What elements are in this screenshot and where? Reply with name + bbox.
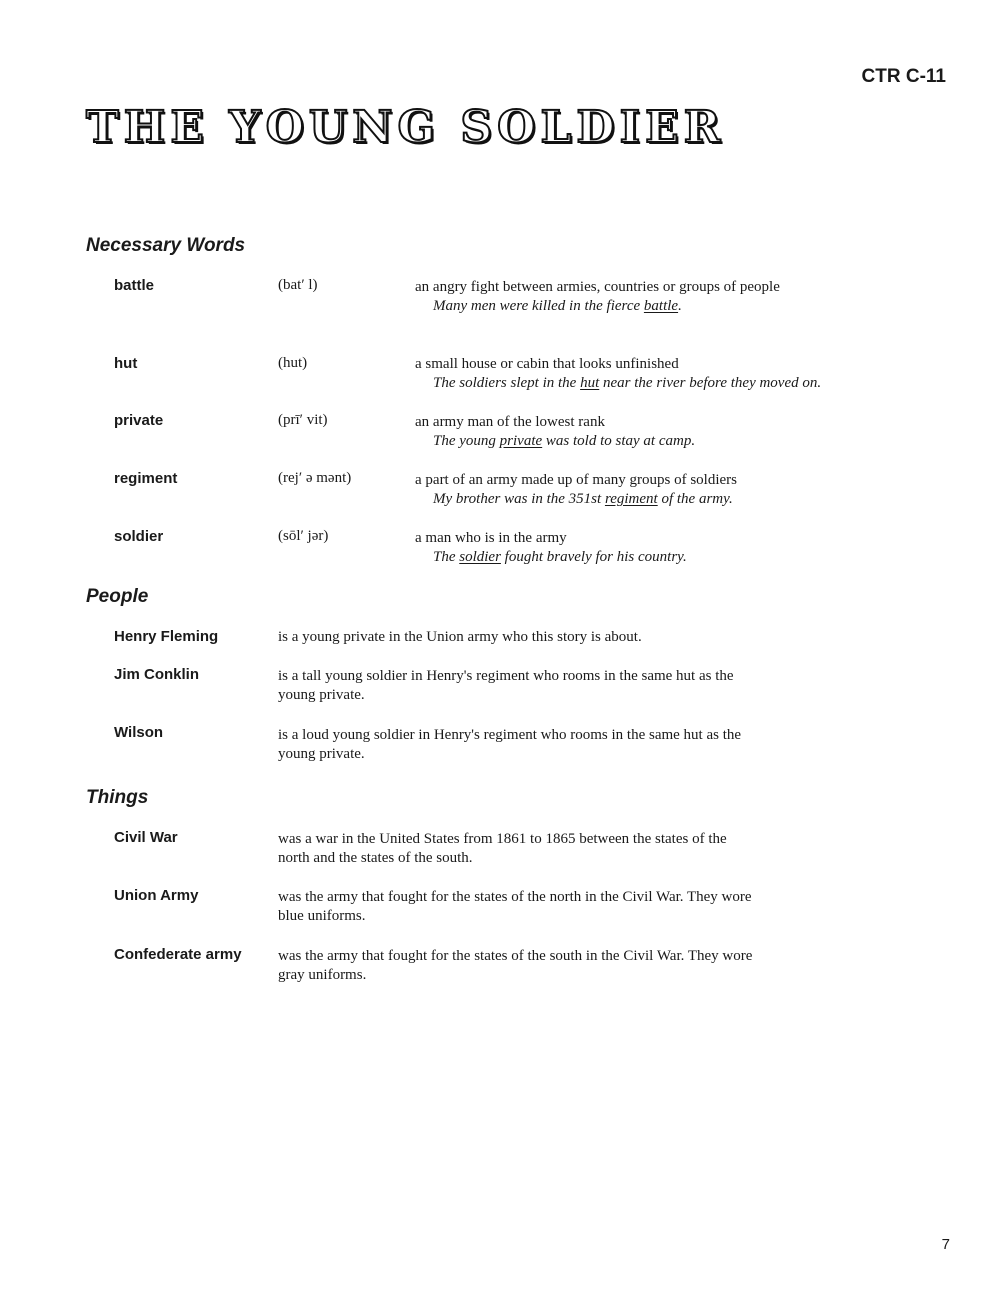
person-description: is a loud young soldier in Henry's regiment who rooms in the same hut as the young private. (278, 727, 742, 762)
definition-text: a man who is in the army (415, 530, 567, 546)
page-number: 7 (941, 1236, 950, 1253)
word-definition (415, 355, 821, 393)
person-name: Wilson (114, 724, 164, 741)
word-term: battle (114, 277, 155, 294)
word-pronunciation: (prī′ vit) (278, 412, 328, 428)
example-sentence: The soldier fought bravely for his country. (433, 549, 687, 565)
page-title: THE YOUNG SOLDIER (86, 102, 726, 153)
definition-text: a part of an army made up of many groups of soldiers (415, 472, 737, 488)
thing-name: Union Army (114, 887, 199, 904)
thing-name: Confederate army (114, 946, 242, 963)
example-keyword: hut (580, 375, 600, 391)
section-necessary-words: Necessary Words (86, 235, 246, 256)
example-sentence: My brother was in the 351st regiment of the army. (433, 491, 733, 507)
definition-text: an angry fight between armies, countries or groups of people (415, 279, 780, 295)
section-things: Things (86, 787, 149, 808)
word-term: soldier (114, 528, 164, 545)
definition-text: an army man of the lowest rank (415, 414, 605, 430)
definition-text: a small house or cabin that looks unfinished (415, 356, 679, 372)
word-term: private (114, 412, 164, 429)
example-sentence: The soldiers slept in the hut near the river before they moved on. (433, 375, 822, 391)
word-pronunciation: (hut) (278, 355, 308, 371)
example-keyword: regiment (604, 491, 658, 507)
example-keyword: battle (643, 298, 679, 314)
word-definition (415, 278, 780, 316)
example-sentence: The young private was told to stay at camp. (433, 433, 696, 449)
word-definition (415, 529, 687, 567)
word-definition (415, 471, 737, 509)
word-term: hut (114, 355, 138, 372)
word-pronunciation: (bat′ l) (278, 277, 318, 293)
word-pronunciation: (sōl′ jər) (278, 528, 329, 544)
example-keyword: soldier (459, 549, 501, 565)
thing-name: Civil War (114, 829, 178, 846)
word-term: regiment (114, 470, 178, 487)
person-name: Henry Fleming (114, 628, 219, 645)
thing-description: was the army that fought for the states of the south in the Civil War. They wore gray uniforms. (278, 948, 753, 983)
person-description: is a tall young soldier in Henry's regiment who rooms in the same hut as the young private. (278, 668, 734, 703)
word-definition (415, 413, 695, 451)
header-code: CTR C-11 (861, 66, 946, 87)
person-description: is a young private in the Union army who this story is about. (278, 629, 642, 645)
word-pronunciation: (rej′ ə mənt) (278, 470, 352, 486)
example-keyword: private (499, 433, 543, 449)
thing-description: was the army that fought for the states of the north in the Civil War. They wore blue uniforms. (278, 889, 752, 924)
example-sentence: Many men were killed in the fierce battle. (433, 298, 682, 314)
section-people: People (86, 586, 149, 607)
person-name: Jim Conklin (114, 666, 200, 683)
thing-description: was a war in the United States from 1861 to 1865 between the states of the north and the states of the south. (278, 831, 727, 866)
